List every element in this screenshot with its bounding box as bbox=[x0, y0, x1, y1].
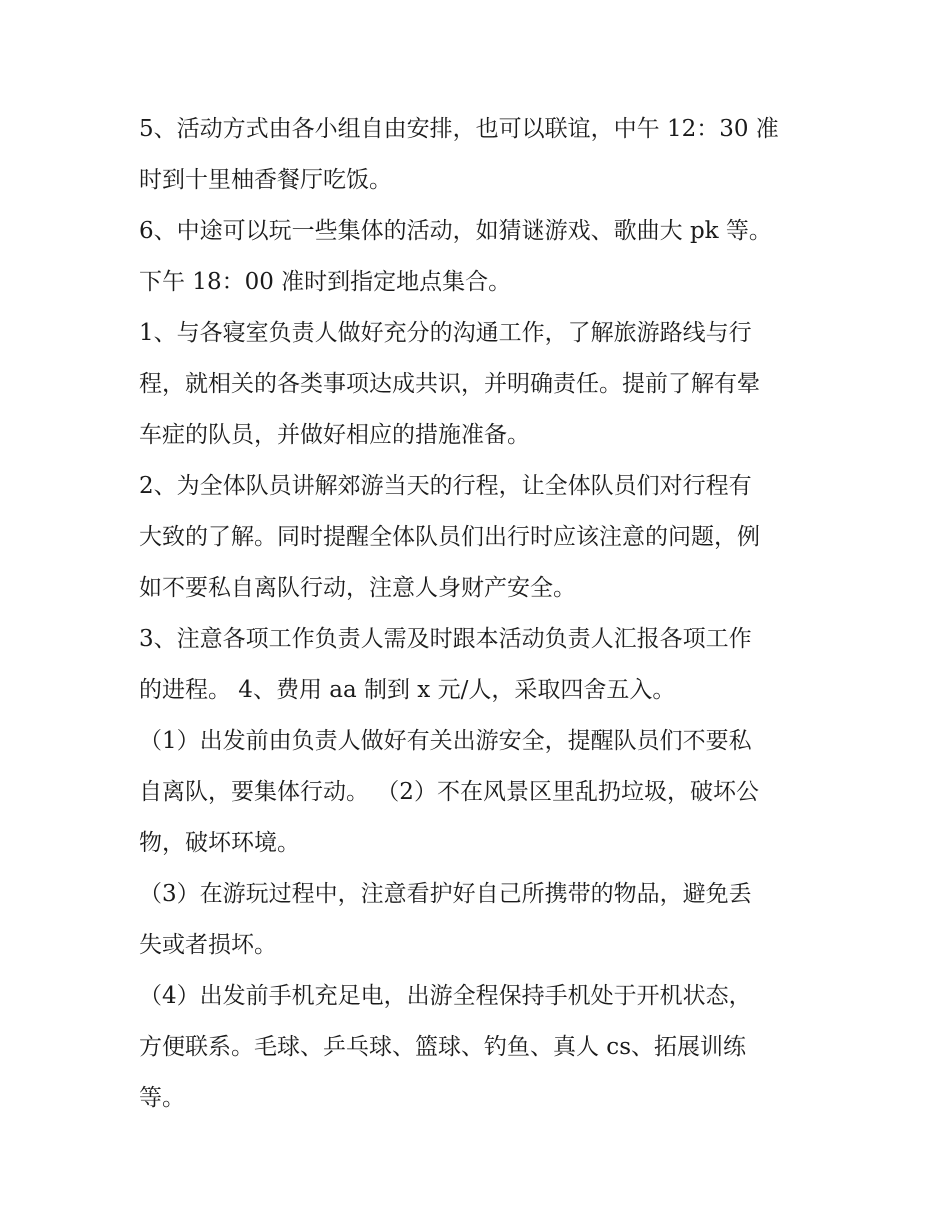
paragraph-reporting-and-fees bbox=[139, 614, 819, 716]
text-line: （1）出发前由负责人做好有关出游安全，提醒队员们不要私 bbox=[139, 728, 752, 754]
text-line: 失或者损坏。 bbox=[139, 932, 277, 958]
text-line: 时到十里柚香餐厅吃饭。 bbox=[139, 167, 392, 193]
paragraph-safety-notes-1-2 bbox=[139, 716, 819, 869]
text-line: 程，就相关的各类事项达成共识，并明确责任。提前了解有晕 bbox=[139, 371, 760, 397]
text-line: 2、为全体队员讲解郊游当天的行程，让全体队员们对行程有 bbox=[139, 473, 752, 499]
text-line: 5、活动方式由各小组自由安排，也可以联谊，中午 12：30 准 bbox=[139, 116, 779, 142]
text-line: （4）出发前手机充足电，出游全程保持手机处于开机状态， bbox=[139, 983, 752, 1009]
text-line: 自离队，要集体行动。 （2）不在风景区里乱扔垃圾，破坏公 bbox=[139, 779, 759, 805]
paragraph-safety-note-4-and-activities bbox=[139, 971, 819, 1124]
paragraph-communication bbox=[139, 308, 819, 461]
text-line: 的进程。 4、费用 aa 制到 x 元/人，采取四舍五入。 bbox=[139, 677, 676, 703]
text-line: 1、与各寝室负责人做好充分的沟通工作，了解旅游路线与行 bbox=[139, 320, 752, 346]
text-line: 方便联系。毛球、乒乓球、篮球、钓鱼、真人 cs、拓展训练 bbox=[139, 1034, 746, 1060]
text-line: 3、注意各项工作负责人需及时跟本活动负责人汇报各项工作 bbox=[139, 626, 752, 652]
text-line: 如不要私自离队行动，注意人身财产安全。 bbox=[139, 575, 576, 601]
text-line: 大致的了解。同时提醒全体队员们出行时应该注意的问题，例 bbox=[139, 524, 760, 550]
text-line: 6、中途可以玩一些集体的活动，如猜谜游戏、歌曲大 pk 等。 bbox=[139, 218, 772, 244]
paragraph-safety-note-3 bbox=[139, 869, 819, 971]
text-line: （3）在游玩过程中，注意看护好自己所携带的物品，避免丢 bbox=[139, 881, 752, 907]
text-line: 车症的队员，并做好相应的措施准备。 bbox=[139, 422, 530, 448]
text-line: 物，破坏环境。 bbox=[139, 830, 300, 856]
document-body bbox=[139, 104, 819, 1124]
text-line: 下午 18：00 准时到指定地点集合。 bbox=[139, 269, 512, 295]
paragraph-activity-arrangement bbox=[139, 104, 819, 206]
paragraph-itinerary-briefing bbox=[139, 461, 819, 614]
paragraph-midway-activities bbox=[139, 206, 819, 308]
text-line: 等。 bbox=[139, 1085, 185, 1111]
